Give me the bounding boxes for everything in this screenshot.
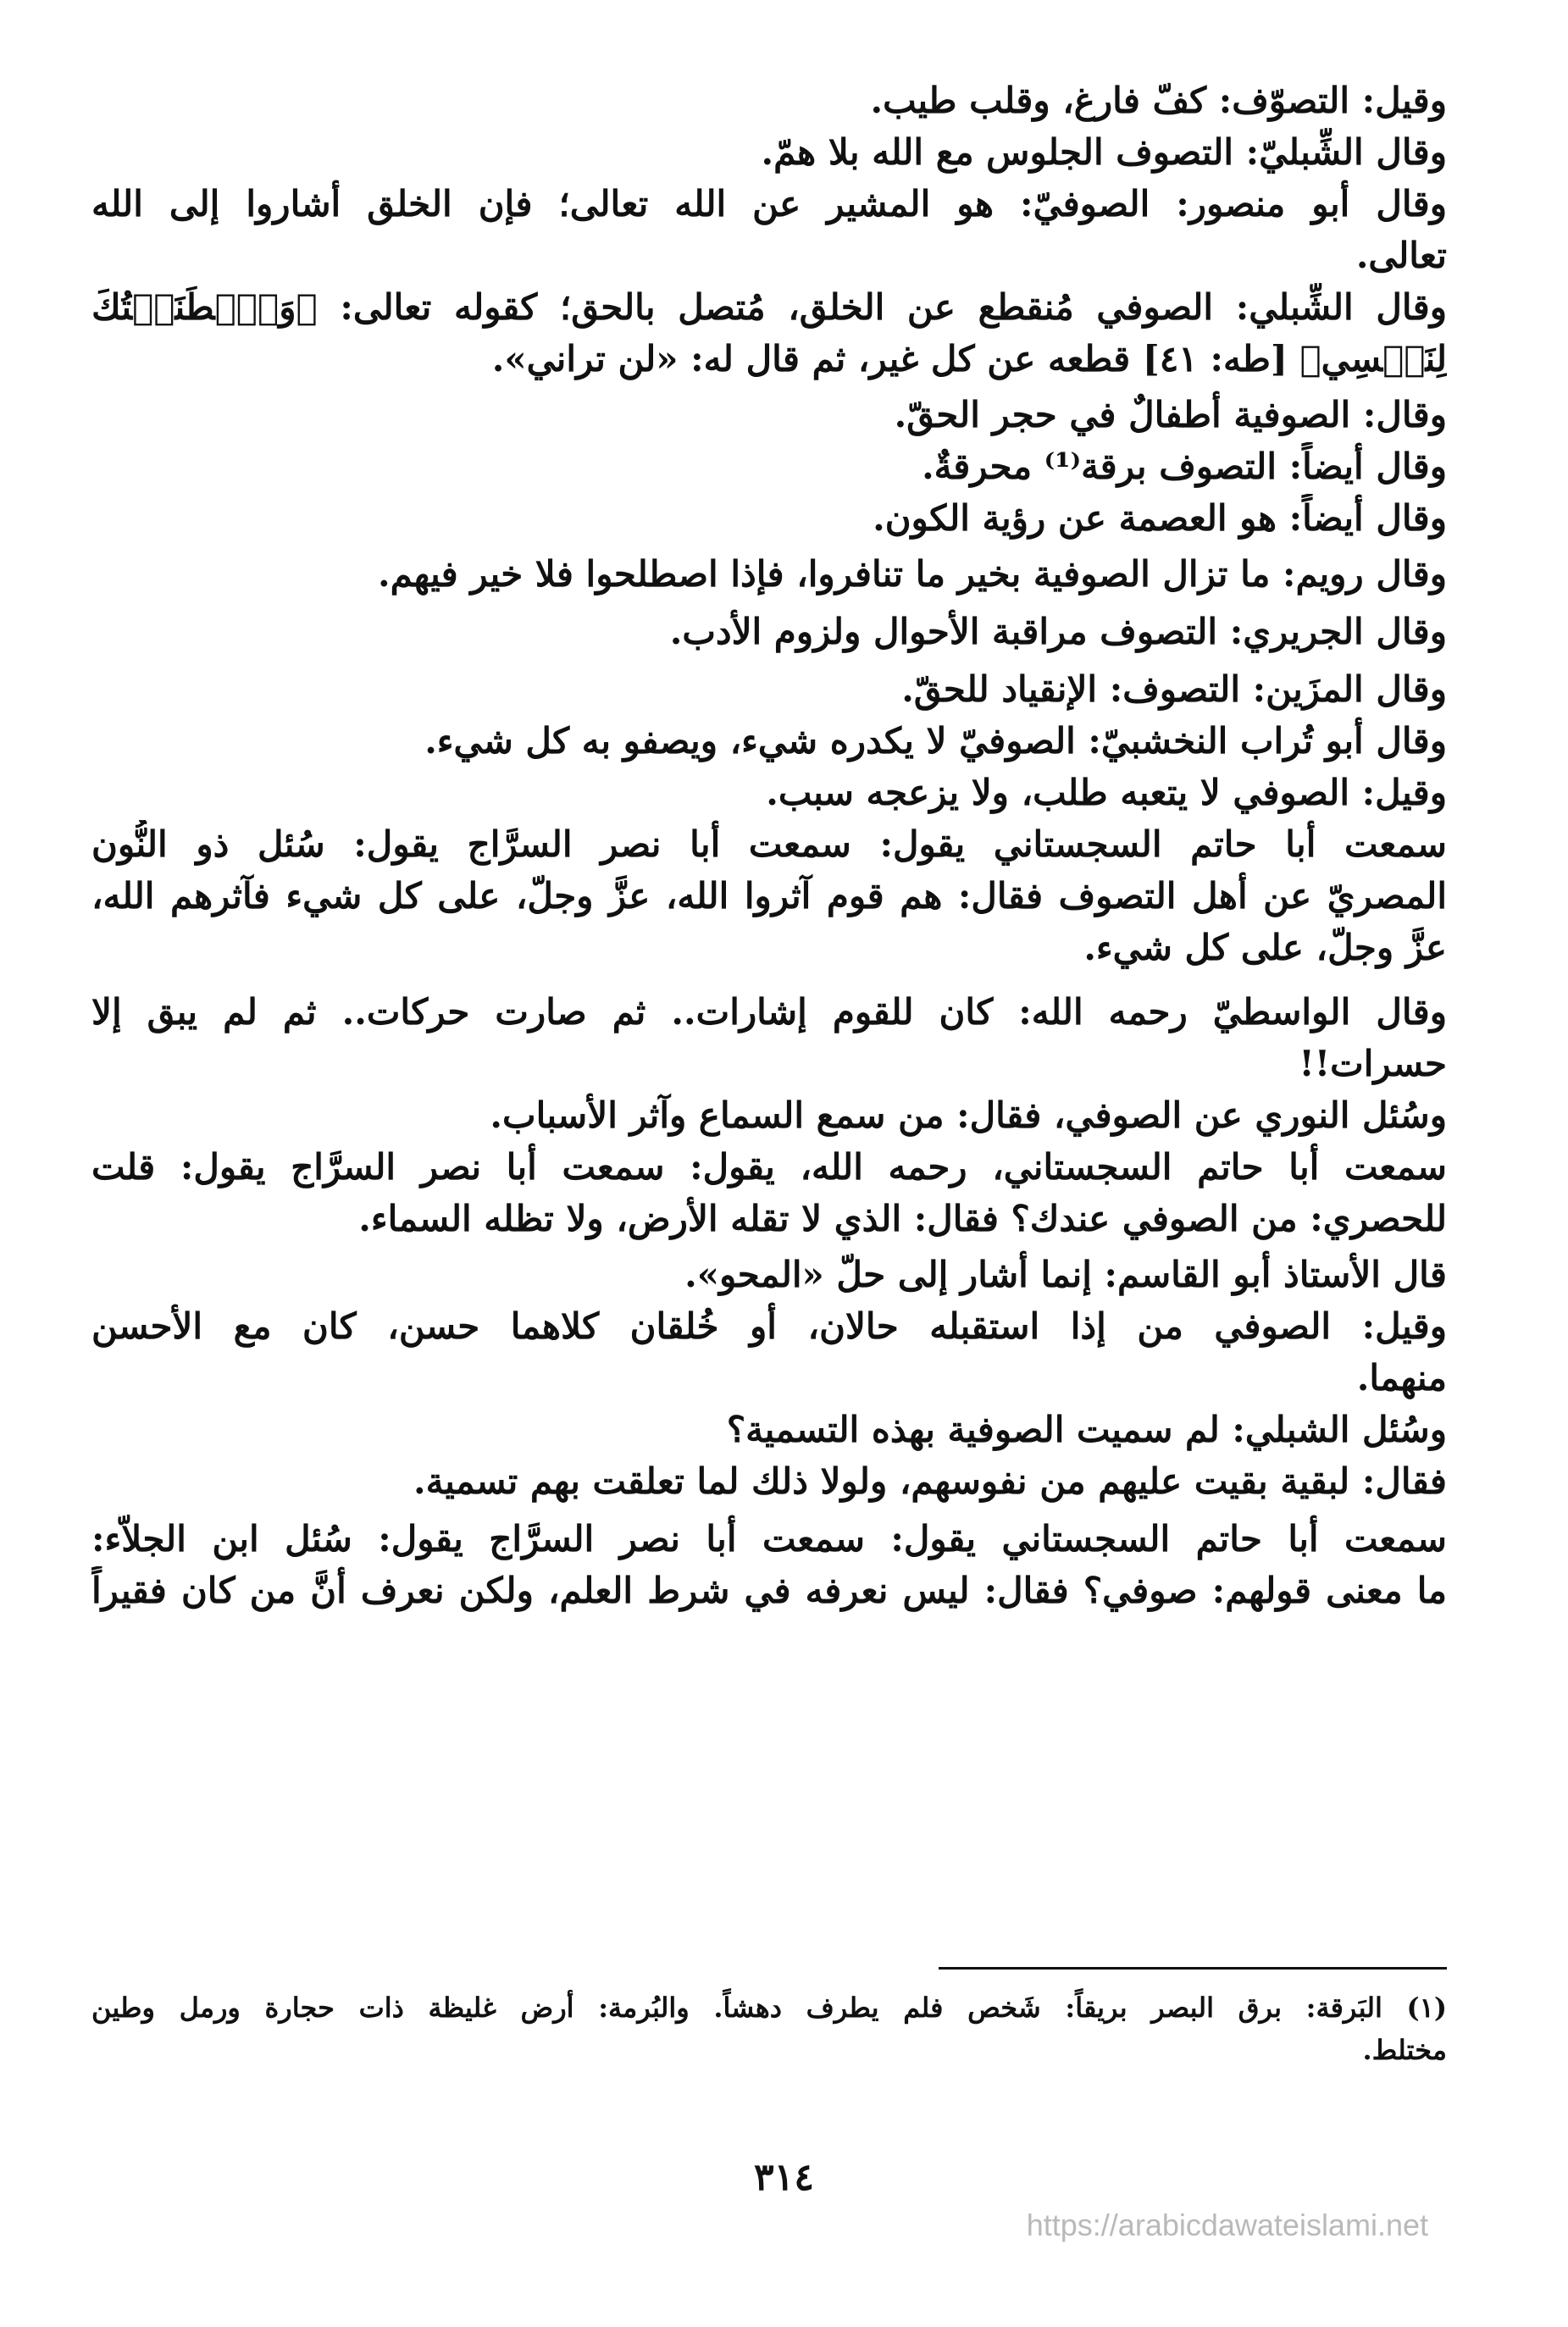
text-line: وقال أبو تُراب النخشبيّ: الصوفيّ لا يكدره شيء، ويصفو به كل شيء. [424, 720, 1447, 762]
text-line: وقال: الصوفية أطفالٌ في حجر الحقّ. [894, 394, 1447, 435]
text-line: المصريّ عن أهل التصوف فقال: هم قوم آثروا الله، عزَّ وجلّ، على كل شيء فآثرهم الله، [91, 875, 1447, 917]
text-line: للحصري: من الصوفي عندك؟ فقال: الذي لا تقله الأرض، ولا تظله السماء. [358, 1198, 1447, 1239]
text-line: عزَّ وجلّ، على كل شيء. [1083, 927, 1447, 968]
text-line: وقيل: الصوفي لا يتعبه طلب، ولا يزعجه سبب. [766, 772, 1447, 813]
text-line: وقال الشِّبلي: الصوفي مُنقطع عن الخلق، مُتصل بالحق؛ كقوله تعالى: ﴿وَٱصۡطَنَعۡتُكَ [91, 286, 1447, 328]
footnote-divider [939, 1967, 1447, 1970]
text-line: وقال أيضاً: التصوف برقة⁽¹⁾ محرقةٌ. [922, 446, 1447, 487]
text-line: ما معنى قولهم: صوفي؟ فقال: ليس نعرفه في شرط العلم، ولكن نعرف أنَّ من كان فقيراً [91, 1570, 1447, 1611]
text-line: وقيل: الصوفي من إذا استقبله حالان، أو خُلقان كلاهما حسن، كان مع الأحسن [91, 1305, 1447, 1347]
text-line: وقال رويم: ما تزال الصوفية بخير ما تنافروا، فإذا اصطلحوا فلا خير فيهم. [378, 553, 1447, 595]
text-line: سمعت أبا حاتم السجستاني يقول: سمعت أبا نصر السرَّاج يقول: سُئل ابن الجلاَّء: [91, 1518, 1447, 1560]
text-line: وقال الواسطيّ رحمه الله: كان للقوم إشارات.. ثم صارت حركات.. ثم لم يبق إلا [91, 991, 1447, 1033]
text-line: وقال أبو منصور: الصوفيّ: هو المشير عن الله تعالى؛ فإن الخلق أشاروا إلى الله [91, 183, 1447, 224]
text-line: قال الأستاذ أبو القاسم: إنما أشار إلى حلّ «المحو». [684, 1254, 1447, 1295]
text-line: تعالى. [1355, 235, 1447, 276]
footnote-line: (١) البَرقة: برق البصر بريقاً: شَخص فلم يطرف دهشاً. والبُرمة: أرض غليظة ذات حجارة ورمل وطين [91, 1992, 1447, 2024]
footnote-line: مختلط. [1362, 2034, 1447, 2066]
text-line: حسرات!! [1299, 1043, 1447, 1084]
text-line: سمعت أبا حاتم السجستاني يقول: سمعت أبا نصر السرَّاج يقول: سُئل ذو النُّون [91, 823, 1447, 865]
text-line: وقيل: التصوّف: كفّ فارغ، وقلب طيب. [870, 80, 1447, 121]
main-text [91, 76, 1447, 1615]
text-line: منهما. [1356, 1357, 1447, 1399]
text-line: وقال الشِّبليّ: التصوف الجلوس مع الله بلا همّ. [761, 131, 1447, 173]
watermark-url: https://arabicdawateislami.net [1026, 2208, 1428, 2242]
text-line: لِنَفۡسِي﴾ [طه: ٤١] قطعه عن كل غير، ثم قال له: «لن تراني». [491, 338, 1447, 380]
text-line: فقال: لبقية بقيت عليهم من نفوسهم، ولولا ذلك لما تعلقت بهم تسمية. [413, 1460, 1447, 1502]
text-line: وقال المزَين: التصوف: الإنقياد للحقّ. [901, 668, 1447, 710]
text-line: سمعت أبا حاتم السجستاني، رحمه الله، يقول: سمعت أبا نصر السرَّاج يقول: قلت [91, 1146, 1447, 1188]
page-number: ٣١٤ [754, 2156, 814, 2199]
text-line: وقال الجريري: التصوف مراقبة الأحوال ولزوم الأدب. [669, 611, 1447, 652]
text-line: وقال أيضاً: هو العصمة عن رؤية الكون. [873, 497, 1447, 539]
footnotes [91, 1986, 1447, 2071]
text-line: وسُئل النوري عن الصوفي، فقال: من سمع السماع وآثر الأسباب. [490, 1094, 1447, 1136]
text-line: وسُئل الشبلي: لم سميت الصوفية بهذه التسمية؟ [726, 1409, 1447, 1450]
